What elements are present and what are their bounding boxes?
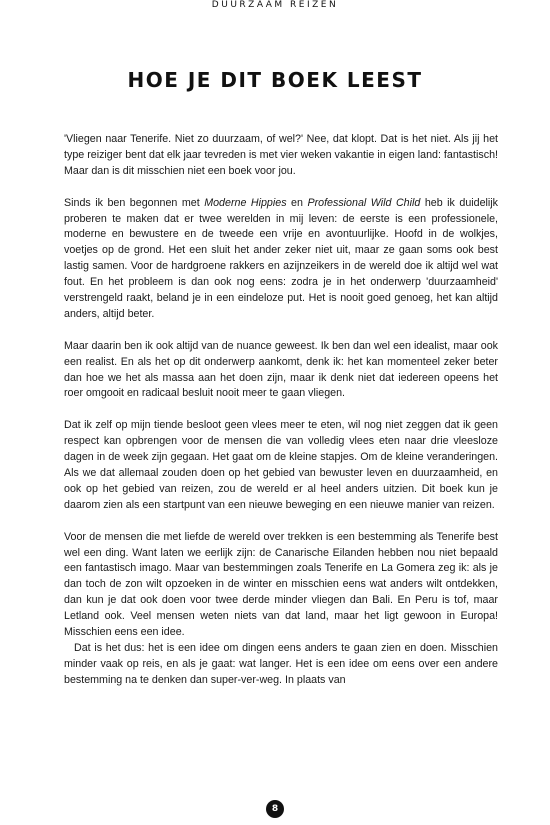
- paragraph-2-text-b: en: [286, 196, 308, 209]
- page-number: 8: [266, 800, 284, 818]
- paragraph-4: Dat ik zelf op mijn tiende besloot geen vlees meer te eten, wil nog niet zeggen dat ik geen respect kan opbrengen voor de mensen die van volledig vlees eten naar drie vleesloze dagen in de week zijn gegaan. Het gaat om de kleine stapjes. Om de kleine veranderingen. Als we dat allemaal zouden doen op het gebied van bewuster leven en duurzaamheid, en ook op het gebied van reizen, zou de wereld er al heel anders uitzien. Dit boek kun je daarom zien als een startpunt van een nieuwe beweging en een nieuwe manier van reizen.: [64, 419, 498, 511]
- paragraph-3: Maar daarin ben ik ook altijd van de nuance geweest. Ik ben dan wel een idealist, maar ook een realist. En als het op dit onderwerp aankomt, denk ik: het kan momenteel zeker beter dan hoe we het als massa aan het doen zijn, maar ik denk niet dat iedereen opeens het roer omgooit en radicaal besluit nooit meer te gaan vliegen.: [64, 339, 498, 400]
- running-header: DUURZAAM REIZEN: [211, 0, 339, 10]
- paragraph-2: [64, 196, 498, 323]
- body-text: [64, 132, 498, 689]
- paragraph-5: Voor de mensen die met liefde de wereld over trekken is een bestemming als Tenerife best wel een ding. Want laten we eerlijk zijn: de Canarische Eilanden hebben nou niet bepaald een fantastisch imago. Maar van bestemmingen zoals Tenerife en La Gomera zeg ik: als je dan toch de zon wilt opzoeken in de winter en misschien eens wat anders wilt ontdekken, dan kun je dat ook doen voor twee derde minder vliegen dan Bali. En Peru is tof, maar Letland ook. Veel mensen weten niets van dat land, maar het ligt gewoon in Europa! Misschien eens een idee.: [64, 530, 498, 639]
- paragraph-2-text-a: Sinds ik ben begonnen met: [64, 196, 205, 209]
- book-title-professional-wild-child: Professional Wild Child: [307, 196, 421, 209]
- chapter-title: HOE JE DIT BOEK LEEST: [127, 68, 423, 92]
- paragraph-2-text-c: heb ik duidelijk proberen te maken dat er twee werelden in mij leven: de eerste is een professionele, moderne en bewustere en de tweede een vrije en avontuurlijke. Hoofd in de wolkjes, voetjes op de grond. Het een sluit het ander zeker niet uit, maar ze gaan soms ook best lastig samen. Voor de hardgroene rakkers en azijnzeikers in de wereld doe ik altijd wel wat fout. En het probleem is dan ook nog eens: zodra je in het onderwerp 'duurzaamheid' verstrengeld raakt, beland je in een eindeloze put. Het is nooit goed genoeg, het kan altijd anders, altijd beter.: [64, 196, 499, 320]
- book-title-moderne-hippies: Moderne Hippies: [204, 196, 287, 209]
- paragraph-1: 'Vliegen naar Tenerife. Niet zo duurzaam, of wel?' Nee, dat klopt. Dat is het niet. Als jij het type reiziger bent dat elk jaar tevreden is met vier weken vakantie in eigen land: fantastisch! Maar dan is dit misschien niet een boek voor jou.: [64, 133, 498, 177]
- paragraph-6: Dat is het dus: het is een idee om dingen eens anders te gaan zien en doen. Misschien minder vaak op reis, en als je gaat: wat langer. Het is een idee om eens over een andere bestemming na te denken dan super-ver-weg. In plaats van: [64, 641, 498, 686]
